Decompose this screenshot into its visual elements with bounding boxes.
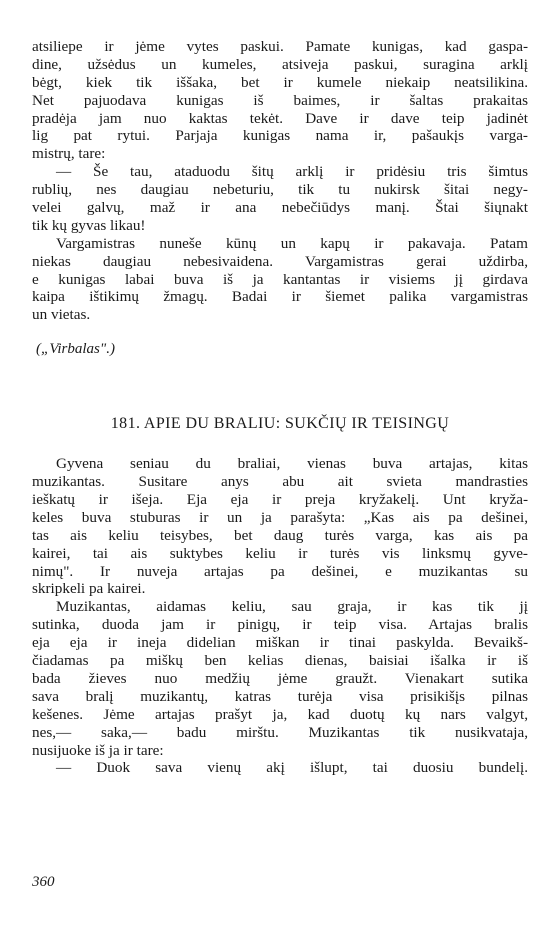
text-line: Gyvena seniau du braliai, vienas buva artajas, kitas (56, 455, 528, 473)
paragraph (32, 598, 528, 759)
text-line: — Duok sava vienų akį išlupt, tai duosiu bundelį. (56, 759, 528, 777)
text-line: Vargamistras nuneše kūnų un kapų ir pakavaja. Patam (56, 234, 528, 252)
paragraph (32, 455, 528, 598)
text-line: rublių, nes daugiau nebeturiu, tik tu nukirsk šitai negy- (32, 181, 528, 199)
text-line: lig pat rytui. Parjaja kunigas nama ir, pašaukįs varga- (32, 127, 528, 145)
text-line: Net pajuodava kunigas iš baimes, ir šaltas prakaitas (32, 91, 528, 109)
text-line: nimų". Ir nuveja artajas pa dešinei, e muzikantas su (32, 562, 528, 580)
text-line: kešenes. Jėme artajas prašyt ja, kad duotų kų nars valgyt, (32, 705, 528, 723)
text-line: Muzikantas, aidamas keliu, sau graja, ir kas tik jį (56, 598, 528, 616)
text-line: pradėja jam nuo kaktas tekėt. Dave ir dave teip jadinėt (32, 109, 528, 127)
paragraph (32, 235, 528, 324)
text-line: kaipa ištikimų žmagų. Badai ir šiemet palika vargamistras (32, 288, 528, 306)
section-heading: 181. APIE DU BRALIU: SUKČIŲ IR TEISINGŲ (110, 415, 450, 433)
text-line: čiadamas pa miškų ben kelias dienas, baisiai išalka ir iš (32, 652, 528, 670)
text-line: atsiliepe ir jėme vytes paskui. Pamate kunigas, kad gaspa- (32, 38, 528, 55)
text-line: kairei, tai ais suktybes keliu ir turės vis linksmų gyve- (32, 544, 528, 562)
text-line: nusijuoke iš ja ir tare: (32, 741, 164, 759)
paragraph (32, 163, 528, 235)
text-line: muzikantas. Susitare anys abu ait svieta mandrasties (32, 473, 528, 491)
text-line: skripkeli pa kairei. (32, 580, 146, 598)
text-line: ieškatų ir išeja. Eja eja ir preja kryžakelį. Unt kryža- (32, 491, 528, 509)
text-line: tas ais keliu teisybes, bet daug turės varga, kas ais pa (32, 526, 528, 544)
text-line: eja eja ir ineja didelian miškan ir tinai paskylda. Bevaikš- (32, 634, 528, 652)
text-line: un vietas. (32, 306, 91, 324)
text-line: keles buva stuburas ir un ja parašyta: „Kas ais pa dešinei, (32, 508, 528, 526)
page-body (32, 38, 528, 777)
text-line: bėgt, kiek tik iššaka, bet ir kumele niekaip neatsilikina. (32, 73, 528, 91)
text-line: nes,— saka,— badu mirštu. Muzikantas tik nusikvataja, (32, 723, 528, 741)
text-line: e kunigas labai buva iš ja kantantas ir visiems jį girdava (32, 270, 528, 288)
text-line: velei galvų, maž ir ana nebečiūdys manį. Štai šiųnakt (32, 199, 528, 217)
text-line: niekas daugiau nebesivaidena. Vargamistras gerai uždirba, (32, 252, 528, 270)
text-line: sava bralį muzikantų, katras turėja visa prisikišįs pilnas (32, 687, 528, 705)
paragraph (32, 759, 528, 777)
text-line: dine, užsėdus un kumeles, atsiveja paskui, suragina arklį (32, 55, 528, 73)
source-citation: („Virbalas".) (36, 341, 115, 358)
text-line: bada žieves nuo medžių jėme graužt. Vienakart sutika (32, 669, 528, 687)
text-line: — Še tau, ataduodu šitų arklį ir pridėsiu tris šimtus (56, 163, 528, 181)
text-line: sutinka, duoda jam ir pinigų, ir teip visa. Artajas bralis (32, 616, 528, 634)
text-line: mistrų, tare: (32, 145, 106, 163)
text-line: tik kų gyvas likau! (32, 216, 146, 234)
paragraph (32, 38, 528, 163)
page-number: 360 (32, 874, 55, 890)
